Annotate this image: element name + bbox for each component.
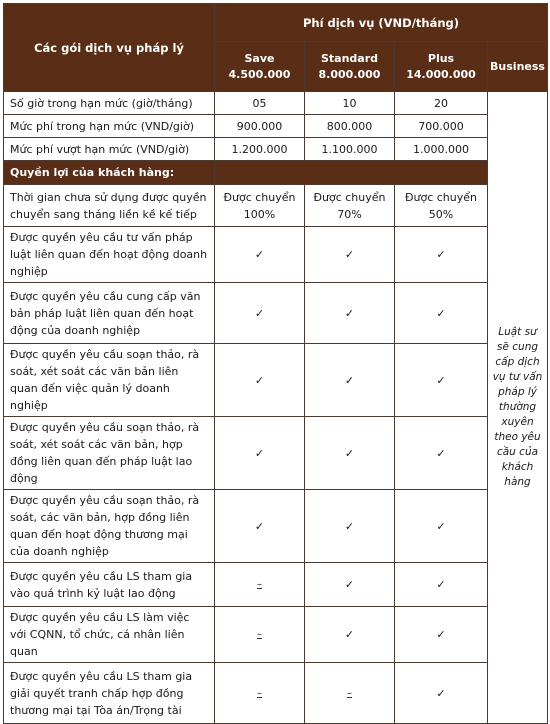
cell-value: 700.000 (395, 115, 488, 138)
check-icon: ✓ (395, 663, 488, 724)
check-icon: ✓ (305, 490, 395, 563)
dash-icon: – (215, 607, 305, 663)
cell-value: Được chuyển 70% (305, 185, 395, 227)
plan-save-header (215, 42, 305, 92)
check-icon: ✓ (305, 227, 395, 283)
cell-value: 05 (215, 92, 305, 115)
table-row (4, 490, 548, 563)
check-icon: ✓ (305, 283, 395, 344)
check-icon: ✓ (305, 607, 395, 663)
table-row (4, 227, 548, 283)
cell-value: 20 (395, 92, 488, 115)
section-title: Quyền lợi của khách hàng: (4, 161, 215, 185)
cell-value: 1.000.000 (395, 138, 488, 161)
packages-title: Các gói dịch vụ pháp lý (4, 4, 215, 92)
cell-value: Được chuyển 50% (395, 185, 488, 227)
cell-value: Được chuyển 100% (215, 185, 305, 227)
table-row (4, 185, 548, 227)
check-icon: ✓ (215, 227, 305, 283)
row-label: Được quyền yêu cầu LS làm việc với CQNN, tổ chức, cá nhân liên quan (4, 607, 215, 663)
check-icon: ✓ (215, 283, 305, 344)
header-row-top (4, 4, 548, 42)
table-row (4, 115, 548, 138)
cell-value: 1.200.000 (215, 138, 305, 161)
check-icon: ✓ (215, 417, 305, 490)
plan-price: 14.000.000 (406, 67, 476, 81)
row-label: Được quyền yêu cầu LS tham gia vào quá trình kỷ luật lao động (4, 563, 215, 607)
check-icon: ✓ (215, 344, 305, 417)
plan-plus-header (395, 42, 488, 92)
cell-value: 10 (305, 92, 395, 115)
dash-icon: – (215, 563, 305, 607)
plan-name: Plus (427, 51, 455, 65)
plan-standard-header (305, 42, 395, 92)
check-icon: ✓ (305, 417, 395, 490)
check-icon: ✓ (395, 344, 488, 417)
plan-business-header: Business (488, 42, 548, 92)
check-icon: ✓ (305, 344, 395, 417)
section-fill (215, 161, 488, 185)
row-label: Được quyền yêu cầu soạn thảo, rà soát, xét soát các văn bản, hợp đồng liên quan đến pháp luật lao động (4, 417, 215, 490)
row-label: Số giờ trong hạn mức (giờ/tháng) (4, 92, 215, 115)
table-row (4, 563, 548, 607)
cell-value: 1.100.000 (305, 138, 395, 161)
row-label: Được quyền yêu cầu LS tham gia giải quyết tranh chấp hợp đồng thương mại tại Tòa án/Trọng tài (4, 663, 215, 724)
check-icon: ✓ (305, 563, 395, 607)
row-label: Được quyền yêu cầu soạn thảo, rà soát, xét soát các văn bản liên quan đến việc quản lý doanh nghiệp (4, 344, 215, 417)
table-row (4, 138, 548, 161)
table-row (4, 417, 548, 490)
table-row (4, 663, 548, 724)
plan-price: 4.500.000 (228, 67, 291, 81)
business-note: Luật sư sẽ cung cấp dịch vụ tư vấn pháp lý thường xuyên theo yêu cầu của khách hàng (488, 92, 548, 724)
dash-icon: – (305, 663, 395, 724)
row-label: Thời gian chưa sử dụng được quyền chuyển sang tháng liền kề kế tiếp (4, 185, 215, 227)
check-icon: ✓ (395, 607, 488, 663)
row-label: Được quyền yêu cầu cung cấp văn bản pháp luật liên quan đến hoạt động của doanh nghiệp (4, 283, 215, 344)
cell-value: 900.000 (215, 115, 305, 138)
table-row (4, 607, 548, 663)
plan-name: Save (244, 51, 275, 65)
section-row (4, 161, 548, 185)
check-icon: ✓ (395, 563, 488, 607)
row-label: Mức phí vượt hạn mức (VND/giờ) (4, 138, 215, 161)
check-icon: ✓ (395, 227, 488, 283)
fee-title: Phí dịch vụ (VND/tháng) (215, 4, 548, 42)
check-icon: ✓ (395, 417, 488, 490)
check-icon: ✓ (395, 283, 488, 344)
row-label: Mức phí trong hạn mức (VND/giờ) (4, 115, 215, 138)
plan-name: Standard (320, 51, 379, 65)
pricing-table (3, 3, 548, 724)
row-label: Được quyền yêu cầu tư vấn pháp luật liên quan đến hoạt động doanh nghiệp (4, 227, 215, 283)
table-row (4, 283, 548, 344)
table-row (4, 344, 548, 417)
table-row (4, 92, 548, 115)
row-label: Được quyền yêu cầu soạn thảo, rà soát, các văn bản, hợp đồng liên quan đến hoạt động thương mại của doanh nghiệp (4, 490, 215, 563)
check-icon: ✓ (215, 490, 305, 563)
plan-price: 8.000.000 (318, 67, 381, 81)
check-icon: ✓ (395, 490, 488, 563)
cell-value: 800.000 (305, 115, 395, 138)
dash-icon: – (215, 663, 305, 724)
